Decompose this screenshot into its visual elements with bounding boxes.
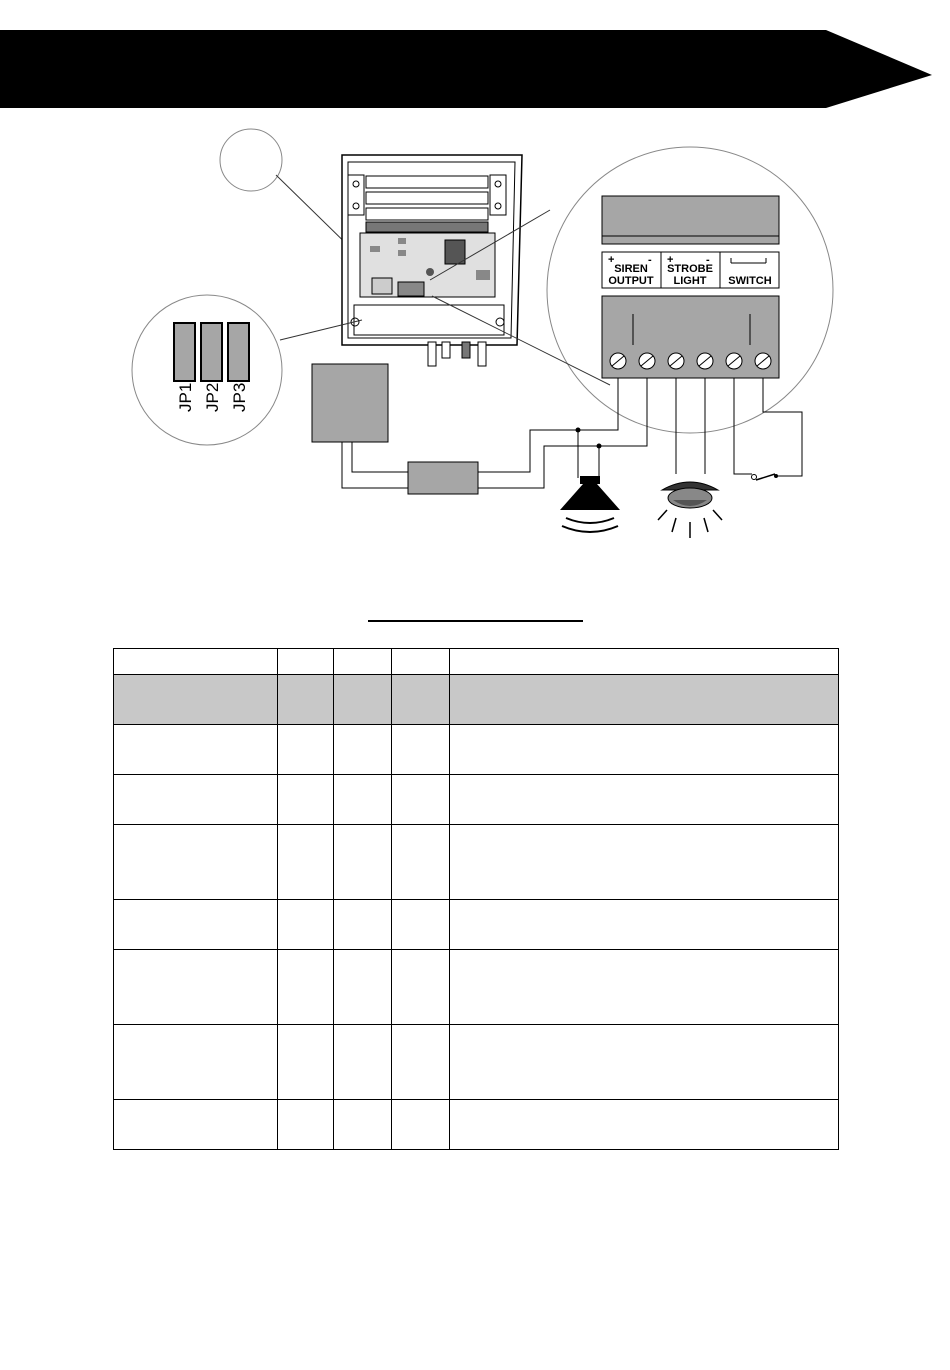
header-band	[0, 30, 932, 108]
strobe-minus: -	[706, 254, 710, 266]
callout-circle-small	[220, 129, 282, 191]
jumper-label-jp2: JP2	[203, 382, 222, 412]
inline-module	[408, 462, 478, 494]
jumper-label-jp1: JP1	[176, 382, 195, 412]
table-row	[114, 825, 839, 900]
section-title-underline	[368, 620, 583, 622]
table-row	[114, 775, 839, 825]
alarm-unit	[342, 155, 522, 366]
table-row	[114, 1025, 839, 1100]
strobe-plus: +	[667, 254, 674, 266]
table-row	[114, 649, 839, 675]
table-row	[114, 675, 839, 725]
strobe-label-2: LIGHT	[673, 275, 707, 287]
strobe-label-1: STROBE	[667, 263, 713, 275]
terminal-module-bottom	[602, 296, 779, 378]
table-row	[114, 950, 839, 1025]
switch-label: SWITCH	[728, 275, 772, 287]
siren-plus: +	[608, 254, 615, 266]
table-row	[114, 1100, 839, 1150]
speaker-siren-icon	[560, 476, 620, 532]
switch-icon	[752, 474, 779, 480]
table-row	[114, 900, 839, 950]
strobe-light-icon	[658, 482, 722, 538]
power-module	[312, 364, 388, 442]
wiring-diagram	[0, 0, 950, 600]
terminal-module-top	[602, 196, 779, 244]
siren-label-2: OUTPUT	[608, 275, 654, 287]
terminal-callout-circle	[547, 147, 833, 433]
jumper-label-jp3: JP3	[230, 382, 249, 412]
siren-label-1: SIREN	[614, 263, 648, 275]
settings-table	[113, 648, 839, 1150]
siren-minus: -	[648, 254, 652, 266]
table-row	[114, 725, 839, 775]
jumper-block	[174, 323, 249, 381]
